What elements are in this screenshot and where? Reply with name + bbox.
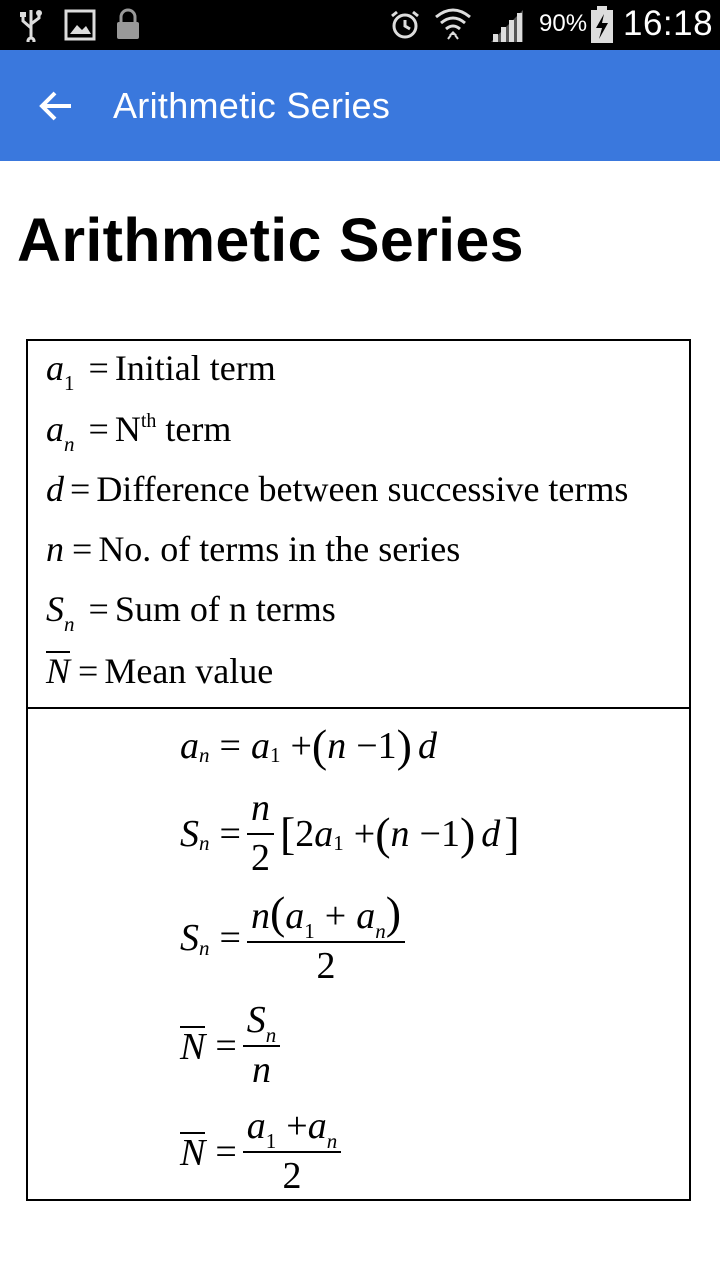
formula-sum-terms: S n = $\frac{n(a_1 + a_n)}{2}$ <box>180 889 411 987</box>
definition-mean: N = Mean value <box>46 651 274 691</box>
lock-icon <box>114 7 142 41</box>
signal-icon <box>489 8 525 42</box>
definition-initial-term: $a_1$ = Initial term <box>46 348 276 395</box>
formula-mean-terms: N = $\frac{a_1 +a_n}{2}$ <box>180 1107 347 1197</box>
fraction: $\frac{n}{2}$ <box>247 789 274 879</box>
formula-mean-sum: N = $\frac{S_n}{n}$ <box>180 1001 286 1091</box>
formula-nth-term: a n = a 1 + ( n − 1 ) d <box>180 720 437 771</box>
fraction: $\frac{S_n}{n}$ <box>243 1001 281 1091</box>
definition-sum: $S_n$ = Sum of n terms <box>46 589 336 636</box>
app-bar <box>0 50 720 161</box>
clock: 16:18 <box>623 4 714 43</box>
app-bar-title: Arithmetic Series <box>113 85 391 126</box>
definition-nth-term: $a_n = N^{th}$ term <box>46 409 232 456</box>
fraction: $\frac{a_1 +a_n}{2}$ <box>243 1107 341 1197</box>
fraction: $\frac{n(a_1 + a_n)}{2}$ <box>247 889 405 987</box>
usb-icon <box>18 8 44 42</box>
back-button[interactable] <box>26 76 86 136</box>
battery-charging-icon <box>590 6 614 44</box>
alarm-icon <box>389 9 421 41</box>
image-icon <box>64 9 96 41</box>
battery-percentage: 90% <box>539 10 588 37</box>
table-divider <box>28 707 689 709</box>
formula-sum-difference: S n = $\frac{n}{2}$ [ 2 a 1 + ( n − 1 ) d ] <box>180 787 520 879</box>
page-title: Arithmetic Series <box>17 206 524 274</box>
definition-number-of-terms: n = No. of terms in the series <box>46 529 461 569</box>
status-bar <box>0 0 720 50</box>
wifi-icon <box>434 5 472 43</box>
formula-table <box>26 339 691 1201</box>
definition-difference: d = Difference between successive terms <box>46 469 629 509</box>
arrow-left-icon <box>36 86 76 126</box>
